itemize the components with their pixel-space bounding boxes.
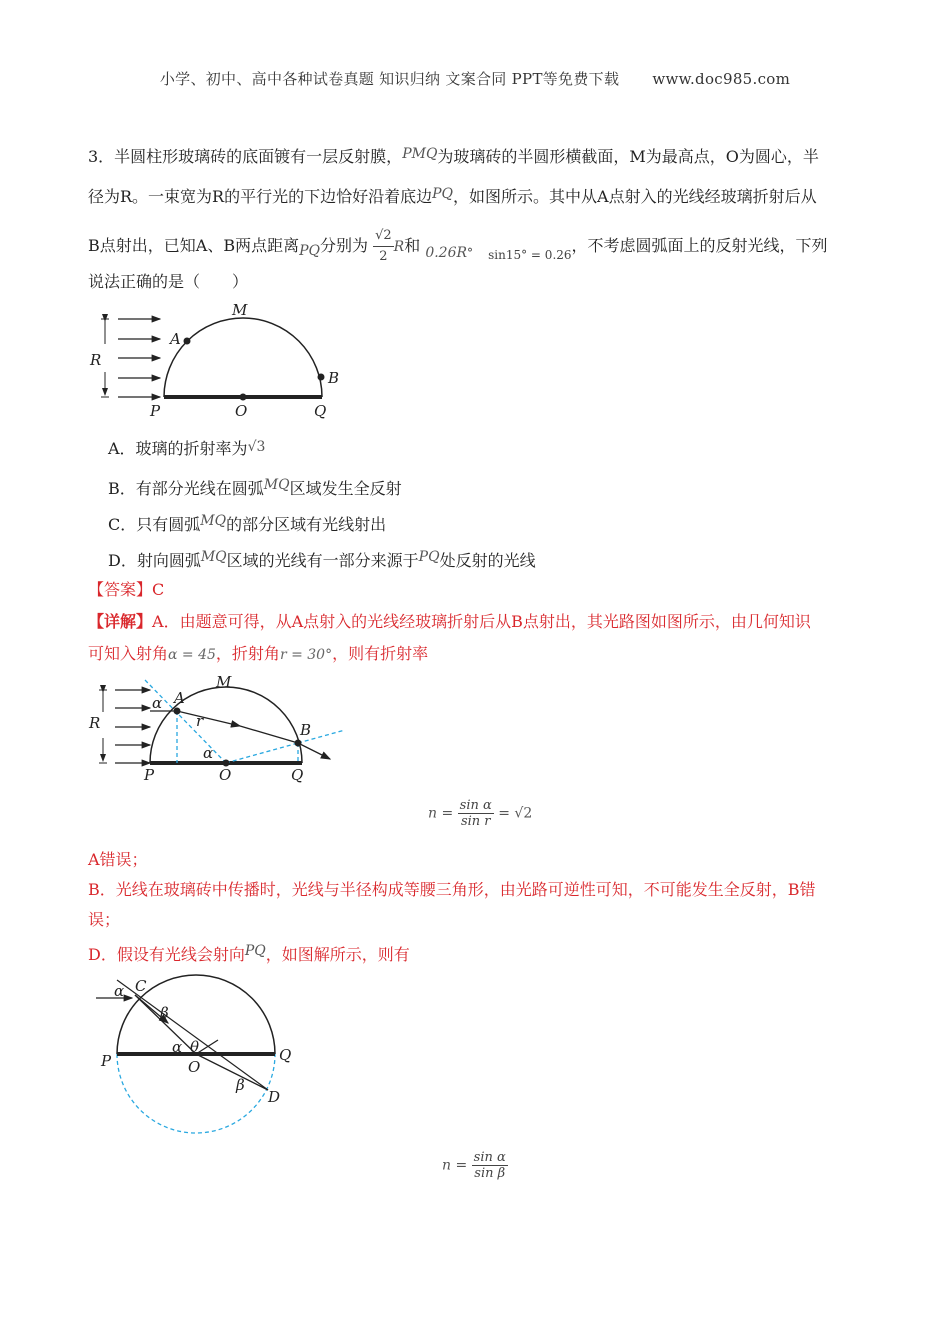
- fig2-label-A: A: [174, 689, 185, 707]
- fig2-label-M: M: [216, 673, 232, 691]
- fig3-label-Q: Q: [279, 1046, 292, 1064]
- fig3-label-beta-2: β: [236, 1076, 245, 1094]
- a-wrong: A错误；: [88, 850, 148, 869]
- fig2-label-P: P: [144, 766, 155, 784]
- fig3-label-D: D: [268, 1088, 281, 1106]
- fig2-label-alpha-1: α: [152, 694, 163, 712]
- header-url: www.doc985.com: [652, 70, 791, 88]
- option-c[interactable]: C．只有圆弧MQ的部分区域有光线射出: [108, 513, 387, 534]
- header-text: 小学、初中、高中各种试卷真题 知识归纳 文案合同 PPT等免费下载: [159, 70, 620, 88]
- fig3-label-O: O: [188, 1058, 201, 1076]
- fig2-label-R: R: [89, 714, 101, 732]
- fig1-label-A: A: [170, 330, 181, 348]
- fig3-label-alpha-1: α: [114, 982, 125, 1000]
- fig2-label-O: O: [219, 766, 232, 784]
- option-a[interactable]: A．玻璃的折射率为√3: [108, 439, 266, 458]
- b-explain-2: 误；: [88, 910, 121, 929]
- fig3-label-alpha-2: α: [172, 1038, 183, 1056]
- fig2-label-r: r: [196, 712, 204, 730]
- fig1-label-M: M: [232, 301, 248, 319]
- formula-2: n = $\frac{\text{sin α}}{\text{sin β}}$: [442, 1150, 506, 1181]
- answer-line: 【答案】C: [88, 580, 165, 599]
- question-line-2: 径为R。一束宽为R的平行光的下边恰好沿着底边PQ，如图所示。其中从A点射入的光线经玻璃折射后从: [88, 186, 817, 206]
- explain-line-2: 可知入射角α = 45，折射角r = 30°，则有折射率: [88, 644, 429, 663]
- option-b[interactable]: B．有部分光线在圆弧MQ区域发生全反射: [108, 477, 402, 498]
- b-explain-1: B．光线在玻璃砖中传播时，光线与半径构成等腰三角形，由光路可逆性可知，不可能发生全反射，B错: [88, 880, 816, 899]
- question-line-4: 说法正确的是（ ）: [88, 272, 249, 291]
- fig1-label-O: O: [235, 402, 248, 420]
- fig2-label-B: B: [300, 721, 312, 739]
- fig3-label-P: P: [101, 1052, 112, 1070]
- fig1-label-Q: Q: [314, 402, 327, 420]
- fig2-label-alpha-2: α: [203, 744, 214, 762]
- fig1-label-B: B: [328, 369, 340, 387]
- pmq-math: PMQ: [402, 146, 438, 162]
- answer-value: C: [152, 580, 165, 599]
- fig3-label-theta: θ: [190, 1038, 200, 1056]
- fig1-label-P: P: [150, 402, 161, 420]
- fig3-label-beta-1: β: [160, 1004, 169, 1022]
- sin15-note: sin15° = 0.26: [488, 248, 572, 262]
- fig1-label-R: R: [90, 351, 102, 369]
- fig2-label-Q: Q: [291, 766, 304, 784]
- sqrt2-over-2: $\frac{√2}{2}$: [375, 228, 392, 264]
- explain-line-1: 【详解】A．由题意可得，从A点射入的光线经玻璃折射后从B点射出，其光路图如图所示，由几何知识: [88, 612, 811, 631]
- fig3-label-C: C: [135, 977, 147, 995]
- option-d[interactable]: D．射向圆弧MQ区域的光线有一部分来源于PQ处反射的光线: [108, 549, 536, 570]
- question-line-1: 3．半圆柱形玻璃砖的底面镀有一层反射膜，PMQ为玻璃砖的半圆形横截面，M为最高点，O为圆心，半: [88, 146, 819, 166]
- question-line-3: B点射出，已知A、B两点距离PQ分别为 $\frac{√2}{2}$ R和 $0.26R^\circ$ $_{sin15^\circ = 0.26}$，不考虑圆弧面上的反射光线，下列: [88, 226, 828, 267]
- d-explain: D．假设有光线会射向PQ，如图解所示，则有: [88, 943, 410, 964]
- formula-1: n = $\frac{\text{sin α}}{\text{sin r}}$ = √2: [428, 798, 533, 829]
